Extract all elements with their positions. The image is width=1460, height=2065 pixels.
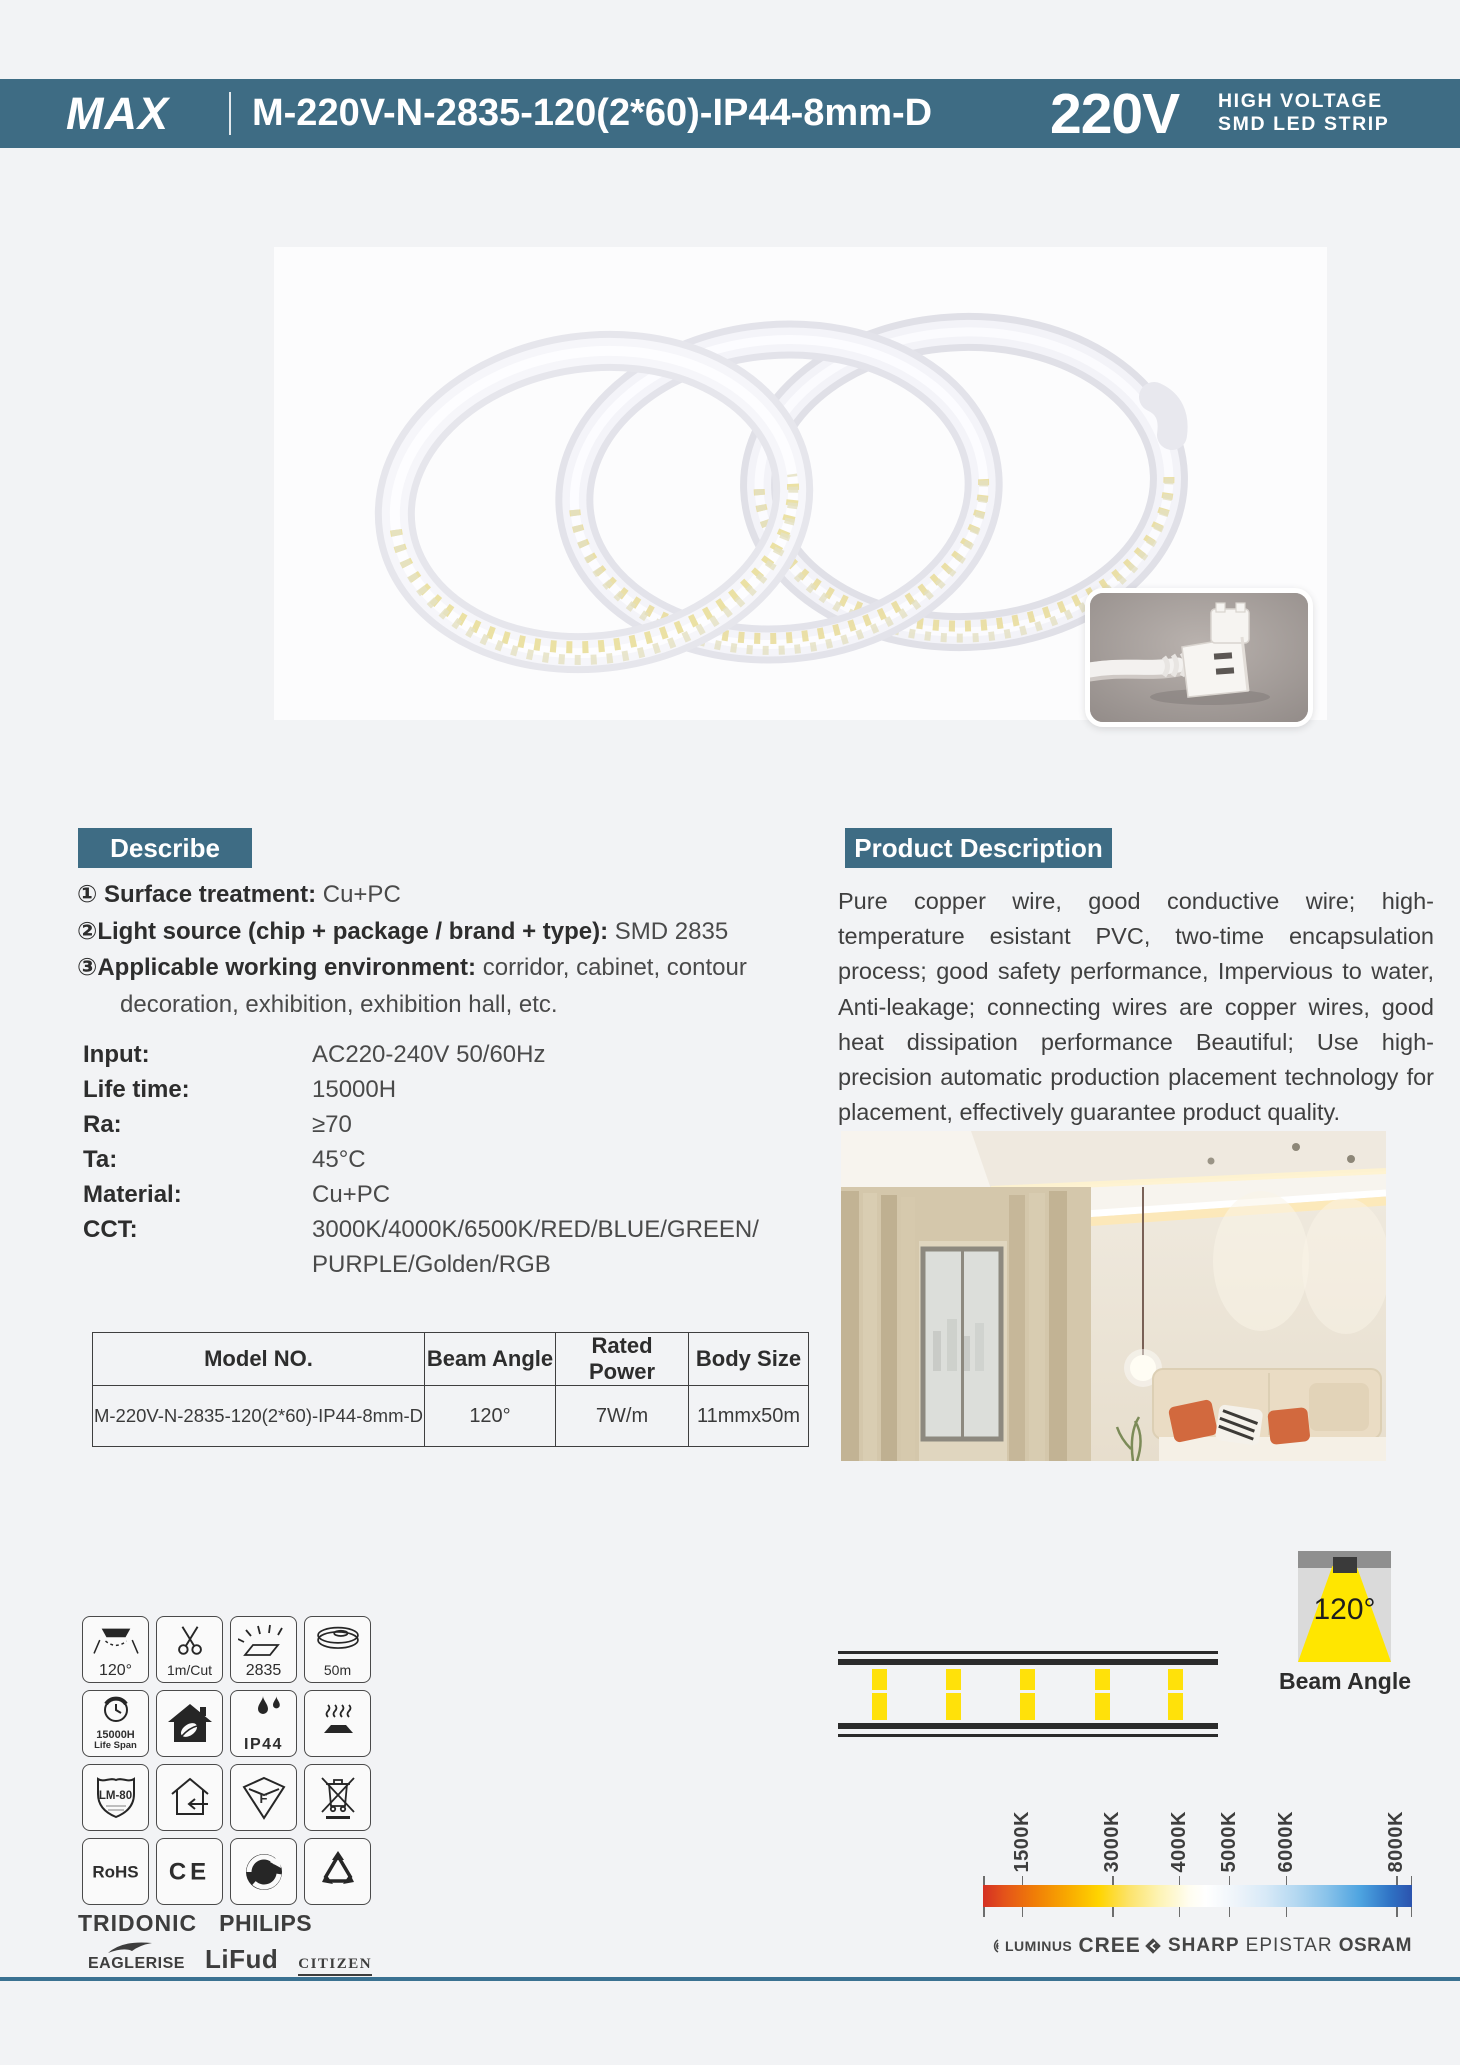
describe-items [77, 877, 787, 1023]
driver-brand-logos-row2 [88, 1944, 372, 1976]
eagle-swoosh-icon [106, 1939, 162, 1955]
beam-angle-caption: Beam Angle [1278, 1668, 1412, 1694]
ce-mark-icon: CE [156, 1838, 223, 1905]
describe-title-text: Describe [110, 832, 220, 863]
cct-tick-label: 6000K [1274, 1810, 1297, 1872]
connector-photo [1085, 588, 1313, 727]
cct-tick-label: 8000K [1385, 1810, 1408, 1872]
beam-angle-figure [1298, 1551, 1391, 1662]
spec-lifetime: Life time: 15000H [83, 1076, 397, 1103]
cct-tick-label: 4000K [1167, 1810, 1190, 1872]
tagline-line1: HIGH VOLTAGE [1218, 90, 1383, 112]
cell-beam-angle: 120° [425, 1386, 556, 1447]
describe-section-title [78, 828, 252, 868]
beam-angle-value: 120° [1313, 1593, 1376, 1626]
spec-list [83, 1041, 783, 1286]
cct-tick-label: 1500K [1010, 1810, 1033, 1872]
cct-gradient-bar [983, 1885, 1412, 1907]
recycle-icon [304, 1838, 371, 1905]
col-beam-angle: Beam Angle [425, 1333, 556, 1386]
spec-ra: Ra: ≥70 [83, 1111, 352, 1138]
sharp-logo: SHARP [1167, 1935, 1240, 1956]
cree-diamond-icon [1144, 1937, 1162, 1955]
spec-input: Input: AC220-240V 50/60Hz [83, 1041, 546, 1068]
spec-ta: Ta: 45°C [83, 1146, 366, 1173]
waterproof-ip44-icon: IP44 [230, 1690, 297, 1757]
lifespan-clock-icon: 15000H Life Span [82, 1690, 149, 1757]
header-divider [229, 92, 231, 135]
model-spec-table [92, 1332, 809, 1447]
col-rated-power: Rated Power [556, 1333, 689, 1386]
tridonic-logo: TRIDONIC [78, 1910, 198, 1936]
cell-model: M-220V-N-2835-120(2*60)-IP44-8mm-D [93, 1386, 425, 1447]
header-bar [0, 79, 1460, 148]
col-body-size: Body Size [689, 1333, 809, 1386]
led-chip [1333, 1557, 1357, 1573]
heat-resistant-icon [304, 1690, 371, 1757]
describe-item-1: ① Surface treatment: Cu+PC [77, 881, 401, 908]
spec-material: Material: Cu+PC [83, 1181, 391, 1208]
reel-length-icon: 50m [304, 1616, 371, 1683]
lm80-shield-icon: LM-80 [82, 1764, 149, 1831]
cct-tick-label: 3000K [1101, 1810, 1124, 1872]
product-description-section-title [845, 828, 1112, 868]
product-description-title-text: Product Description [854, 832, 1103, 863]
cell-body-size: 11mmx50m [689, 1386, 809, 1447]
spec-cct-line2: PURPLE/Golden/RGB [312, 1251, 551, 1278]
lifud-logo: LiFud [204, 1944, 279, 1974]
led-strip-diagram [838, 1651, 1218, 1737]
osram-logo: OSRAM [1338, 1935, 1412, 1956]
philips-logo: PHILIPS [219, 1910, 313, 1936]
luminus-logo: LUMINUS [980, 1938, 1072, 1954]
tagline-line2: SMD LED STRIP [1218, 113, 1390, 135]
brand-logo: MAX [66, 88, 169, 139]
table-row [93, 1386, 809, 1447]
application-room-photo [841, 1131, 1386, 1461]
page-title: M-220V-N-2835-120(2*60)-IP44-8mm-D [252, 92, 933, 134]
footer-divider-line [0, 1977, 1460, 1981]
eaglerise-logo: EAGLERISE [88, 1945, 185, 1973]
certification-icon-grid [82, 1616, 371, 1905]
bedroom-scene-illustration [841, 1131, 1386, 1461]
cut-scissors-icon: 1m/Cut [156, 1616, 223, 1683]
eco-house-icon [156, 1690, 223, 1757]
citizen-logo: CITIZEN [298, 1956, 372, 1976]
indoor-use-icon [156, 1764, 223, 1831]
smd-chip-icon: 2835 [230, 1616, 297, 1683]
product-description-body: Pure copper wire, good conductive wire; high-temperature esistant PVC, two-time encapsulation process; good safety performance, Impervious to water, Anti-leakage; connecting wires are copper wires, good heat dissipation performance Beautiful; Use high-precision automatic production placement technology for placement, effectively guarantee product quality. [838, 888, 1434, 1126]
f-mark-icon: F [230, 1764, 297, 1831]
connector-illustration [1090, 593, 1308, 722]
col-model: Model NO. [93, 1333, 425, 1386]
voltage-badge: 220V [1050, 82, 1180, 146]
header-tagline [1218, 90, 1389, 136]
describe-item-3: ③Applicable working environment: corridor, cabinet, contour decoration, exhibition, exhibition hall, etc. [77, 954, 747, 1018]
cct-tick-label: 5000K [1217, 1810, 1240, 1872]
led-chip-brand-logos [980, 1934, 1412, 1958]
table-header-row [93, 1333, 809, 1386]
describe-item-2: ②Light source (chip + package / brand + type): SMD 2835 [77, 917, 729, 945]
green-dot-icon [230, 1838, 297, 1905]
epistar-logo: EPISTAR [1245, 1935, 1333, 1956]
cell-rated-power: 7W/m [556, 1386, 689, 1447]
no-trash-weee-icon [304, 1764, 371, 1831]
rohs-icon: RoHS [82, 1838, 149, 1905]
luminus-swirl-icon [980, 1938, 1002, 1954]
cree-logo: CREE [1078, 1934, 1161, 1958]
recessed-downlight-120-icon: 120° [82, 1616, 149, 1683]
spec-cct: CCT: 3000K/4000K/6500K/RED/BLUE/GREEN/ [83, 1216, 759, 1243]
cct-scale [983, 1810, 1412, 1918]
driver-brand-logos-row1 [78, 1910, 312, 1937]
